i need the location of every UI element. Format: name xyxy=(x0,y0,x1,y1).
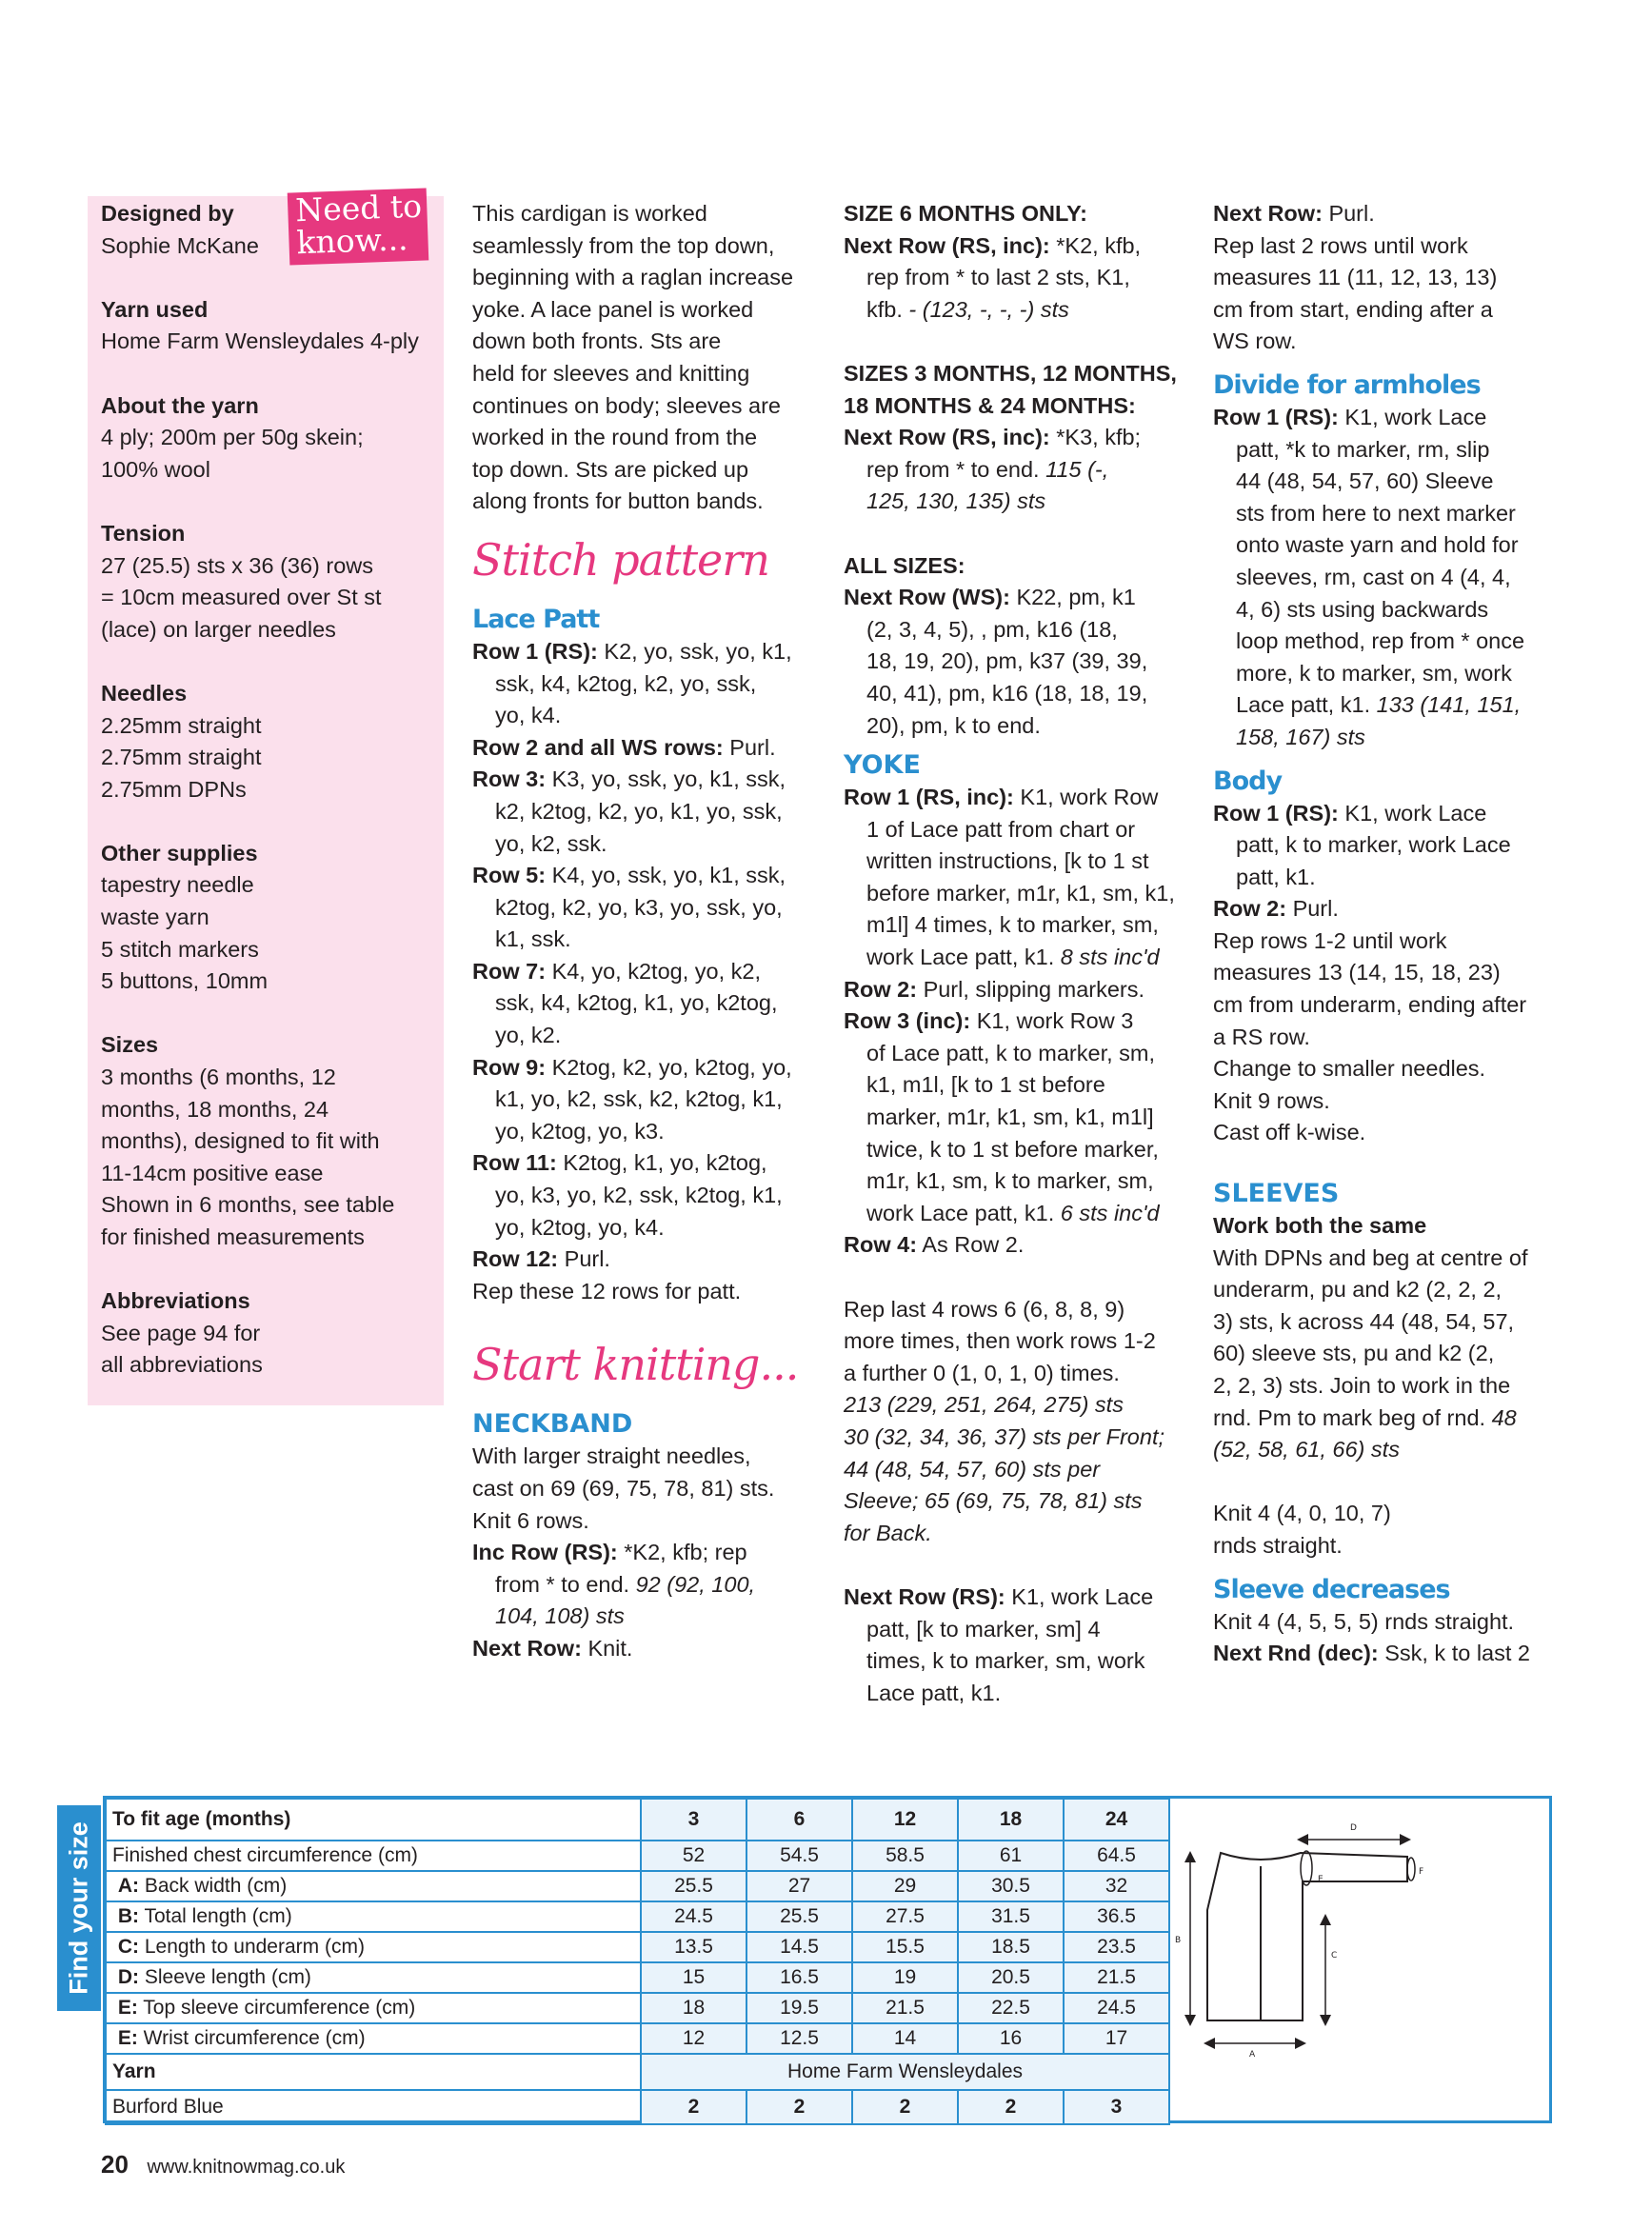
row-label: Row 2: xyxy=(844,976,918,1002)
table-cell: 23.5 xyxy=(1064,1932,1169,1962)
supplies-line: 5 buttons, 10mm xyxy=(101,968,269,994)
row-label: Row 5: xyxy=(472,863,547,888)
row-label: Next Row (RS, inc): xyxy=(844,232,1050,258)
needles-label: Needles xyxy=(101,680,188,706)
table-cell: 25.5 xyxy=(746,1901,852,1932)
table-cell: B: Total length (cm) xyxy=(106,1901,641,1932)
table-cell: 64.5 xyxy=(1064,1841,1169,1871)
table-cell: 17 xyxy=(1064,2023,1169,2054)
table-cell: 2 xyxy=(641,2090,746,2124)
size-heading: SIZE 6 MONTHS ONLY: xyxy=(844,201,1087,226)
table-cell: Home Farm Wensleydales xyxy=(641,2054,1169,2090)
table-header-cell: 24 xyxy=(1064,1799,1169,1841)
row-label: Row 12: xyxy=(472,1246,559,1272)
yoke-heading: YOKE xyxy=(844,750,921,781)
table-cell: 61 xyxy=(958,1841,1064,1871)
row-label: Next Row (RS): xyxy=(844,1583,1005,1609)
table-header-cell: 6 xyxy=(746,1799,852,1841)
table-cell: 12.5 xyxy=(746,2023,852,2054)
label-b: B xyxy=(1175,1936,1182,1945)
needles-line: 2.25mm straight xyxy=(101,712,262,738)
table-cell: 52 xyxy=(641,1841,746,1871)
schematic-arrows xyxy=(1190,1840,1405,2043)
work-both-note: Work both the same xyxy=(1213,1213,1427,1239)
table-cell: 3 xyxy=(1064,2090,1169,2124)
intro-line: worked in the round from the xyxy=(472,425,758,450)
table-row xyxy=(106,1901,1169,1932)
intro-line: beginning with a raglan increase xyxy=(472,265,794,290)
yarn-used-label: Yarn used xyxy=(101,296,209,322)
row-label: Row 1 (RS, inc): xyxy=(844,785,1014,810)
tension-line: = 10cm measured over St st xyxy=(101,585,382,610)
row-label: Row 2: xyxy=(1213,896,1287,922)
table-cell: 14 xyxy=(852,2023,958,2054)
supplies-label: Other supplies xyxy=(101,840,258,866)
table-cell: 54.5 xyxy=(746,1841,852,1871)
designed-label: Designed by xyxy=(101,201,234,226)
label-e: E xyxy=(1318,1875,1324,1884)
repeat-note: Rep these 12 rows for patt. xyxy=(472,1278,742,1304)
divide-armholes-heading: Divide for armholes xyxy=(1213,369,1481,400)
table-cell: 14.5 xyxy=(746,1932,852,1962)
sleeve-decreases-heading: Sleeve decreases xyxy=(1213,1574,1450,1604)
table-cell: 2 xyxy=(958,2090,1064,2124)
intro-line: yoke. A lace panel is worked xyxy=(472,296,754,322)
size-heading: 18 MONTHS & 24 MONTHS: xyxy=(844,392,1136,418)
supplies-line: tapestry needle xyxy=(101,872,254,898)
table-header-label: To fit age (months) xyxy=(106,1799,641,1841)
about-yarn-label: About the yarn xyxy=(101,392,259,418)
sizes-line: months, 18 months, 24 xyxy=(101,1096,329,1122)
table-header-cell: 18 xyxy=(958,1799,1064,1841)
row-label: Next Rnd (dec): xyxy=(1213,1641,1379,1666)
table-row xyxy=(106,1799,1169,1841)
table-cell: Burford Blue xyxy=(106,2090,641,2124)
table-cell: 16.5 xyxy=(746,1962,852,1993)
tension-label: Tension xyxy=(101,520,186,546)
table-row xyxy=(106,1932,1169,1962)
intro-line: seamlessly from the top down, xyxy=(472,232,775,258)
table-row xyxy=(106,2023,1169,2054)
table-cell: 2 xyxy=(852,2090,958,2124)
tension-line: 27 (25.5) sts x 36 (36) rows xyxy=(101,552,374,578)
find-your-size-tab: Find your size xyxy=(57,1805,101,2011)
top-sleeve-marker xyxy=(1301,1851,1312,1885)
table-cell: 30.5 xyxy=(958,1871,1064,1901)
lace-patt-heading: Lace Patt xyxy=(472,604,600,634)
table-cell: 29 xyxy=(852,1871,958,1901)
body-heading: Body xyxy=(1213,766,1283,796)
size-heading: SIZES 3 MONTHS, 12 MONTHS, xyxy=(844,360,1177,386)
sizes-line: Shown in 6 months, see table xyxy=(101,1192,395,1218)
neckband-heading: NECKBAND xyxy=(472,1409,633,1440)
sidebar-text xyxy=(101,198,425,1382)
table-cell: 22.5 xyxy=(958,1993,1064,2023)
table-cell: 24.5 xyxy=(641,1901,746,1932)
intro-line: down both fronts. Sts are xyxy=(472,328,722,354)
row-label: Row 1 (RS): xyxy=(472,638,598,664)
need-to-know-badge: Need to know... xyxy=(288,188,429,265)
table-row xyxy=(106,1871,1169,1901)
row-label: Row 7: xyxy=(472,958,547,984)
sizes-line: 3 months (6 months, 12 xyxy=(101,1065,336,1090)
table-cell: 21.5 xyxy=(1064,1962,1169,1993)
row-label: Row 4: xyxy=(844,1232,918,1258)
table-cell: 18 xyxy=(641,1993,746,2023)
table-row xyxy=(106,2090,1169,2124)
column-body-sleeves: Next Row: Purl. Rep last 2 rows until work measures 11 (11, 12, 13, 13) cm from start, ending after a WS row. Divide for armholes Row 1 (RS): K1, work Lace patt, *k to marker, rm, slip 44 (48, 54, 57, 60) Sleeve sts from here to next marker onto waste yarn and hold for sleeves, rm, cast on 4 (4, 4, 4, 6) sts using backwards loop method, rep from * once more, k to marker, sm, work Lace patt, k1. 133 (141, 151, 158, 167) sts Body Row 1 (RS): K1, work Lace patt, k to marker, work Lace patt, k1. Row 2: Purl. Rep rows 1-2 until work measures 13 (14, 15, 18, 23) cm from underarm, ending after a RS row. Change to smaller needles. Knit 9 rows. Cast off k-wise. SLEEVES Work both the same With DPNs and beg at centre of underarm, pu and k2 (2, 2, 2, 3) sts, k across 44 (48, 54, 57, 60) sleeve sts, pu and k2 (2, 2, 2, 3) sts. Join to work in the rnd. Pm to mark beg of rnd. 48 (52, 58, 61, 66) sts Knit 4 (4, 0, 10, 7) rnds straight. Sleeve decreases Knit 4 (4, 5, 5, 5) rnds straight. Next Rnd (dec): Ssk, k to last 2 xyxy=(1213,198,1575,1670)
footer-url: www.knitnowmag.co.uk xyxy=(147,2157,346,2178)
table-row xyxy=(106,1841,1169,1871)
sizes-line: for finished measurements xyxy=(101,1224,365,1249)
about-yarn-line: 4 ply; 200m per 50g skein; xyxy=(101,425,364,450)
table-cell: 16 xyxy=(958,2023,1064,2054)
table-cell: E: Top sleeve circumference (cm) xyxy=(106,1993,641,2023)
yarn-used: Home Farm Wensleydales 4-ply xyxy=(101,328,419,354)
sleeves-heading: SLEEVES xyxy=(1213,1179,1340,1209)
label-c: C xyxy=(1331,1951,1338,1960)
table-cell: 31.5 xyxy=(958,1901,1064,1932)
row-label: Next Row (WS): xyxy=(844,585,1010,610)
table-cell: 13.5 xyxy=(641,1932,746,1962)
designer-name: Sophie McKane xyxy=(101,232,259,258)
table-cell: 25.5 xyxy=(641,1871,746,1901)
table-cell: 2 xyxy=(746,2090,852,2124)
table-cell: 19 xyxy=(852,1962,958,1993)
intro-line: along fronts for button bands. xyxy=(472,488,764,514)
page-footer xyxy=(101,2150,345,2179)
row-label: Row 3: xyxy=(472,766,547,792)
table-cell: 19.5 xyxy=(746,1993,852,2023)
row-label: Next Row (RS, inc): xyxy=(844,425,1050,450)
intro-line: This cardigan is worked xyxy=(472,201,707,226)
table-cell: 58.5 xyxy=(852,1841,958,1871)
column-yoke: SIZE 6 MONTHS ONLY: Next Row (RS, inc): *K2, kfb, rep from * to last 2 sts, K1, kfb. - (123, -, -, -) sts SIZES 3 MONTHS, 12 MONTHS, 18 MONTHS & 24 MONTHS: Next Row (RS, inc): *K3, kfb; rep from * to end. 115 (-, 125, 130, 135) sts ALL SIZES: Next Row (WS): K22, pm, k1 (2, 3, 4, 5), , pm, k16 (18, 18, 19, 20), pm, k37 (39, 39, 40, 41), pm, k16 (18, 18, 19, 20), pm, k to end. YOKE Row 1 (RS, inc): K1, work Row 1 of Lace patt from chart or written instructions, [k to 1 st before marker, m1r, k1, sm, k1, m1l] 4 times, k to marker, sm, work Lace patt, k1. 8 sts inc'd Row 2: Purl, slipping markers. Row 3 (inc): K1, work Row 3 of Lace patt, k to marker, sm, k1, m1l, [k to 1 st before marker, m1r, k1, sm, k1, m1l] twice, k to 1 st before marker, m1r, k1, sm, k to marker, sm, work Lace patt, k1. 6 sts inc'd Row 4: As Row 2. Rep last 4 rows 6 (6, 8, 8, 9) more times, then work rows 1-2 a further 0 (1, 0, 1, 0) times. 213 (229, 251, 264, 275) sts 30 (32, 34, 36, 37) sts per Front; 44 (48, 54, 57, 60) sts per Sleeve; 65 (69, 75, 78, 81) sts for Back. Next Row (RS): K1, work Lace patt, [k to marker, sm] 4 times, k to marker, sm, work Lace patt, k1. xyxy=(844,198,1196,1709)
about-yarn-line: 100% wool xyxy=(101,456,210,482)
tension-line: (lace) on larger needles xyxy=(101,616,336,642)
row-label: Row 3 (inc): xyxy=(844,1008,971,1034)
table-header-cell: 12 xyxy=(852,1799,958,1841)
size-table xyxy=(105,1798,1170,2125)
row-label: Next Row: xyxy=(472,1635,582,1661)
needles-line: 2.75mm straight xyxy=(101,745,262,770)
supplies-line: waste yarn xyxy=(101,905,209,930)
row-label: Row 9: xyxy=(472,1054,547,1080)
table-cell: C: Length to underarm (cm) xyxy=(106,1932,641,1962)
row-label: Inc Row (RS): xyxy=(472,1540,618,1565)
sizes-label: Sizes xyxy=(101,1032,159,1058)
row-label: Next Row: xyxy=(1213,201,1323,226)
intro-line: top down. Sts are picked up xyxy=(472,456,749,482)
table-cell: 15.5 xyxy=(852,1932,958,1962)
intro-line: continues on body; sleeves are xyxy=(472,392,781,418)
abbrev-line: See page 94 for xyxy=(101,1320,261,1345)
row-label: Row 11: xyxy=(472,1150,557,1176)
table-cell: Finished chest circumference (cm) xyxy=(106,1841,641,1871)
column-intro: This cardigan is worked seamlessly from the top down, beginning with a raglan increase yoke. A lace panel is worked down both fronts. Sts are held for sleeves and knitting continues on body; sleeves are worked in the round from the top down. Sts are picked up along fronts for button bands. Stitch pattern Lace Patt Row 1 (RS): K2, yo, ssk, yo, k1, ssk, k4, k2tog, k2, yo, ssk, yo, k4. Row 2 and all WS rows: Purl. Row 3: K3, yo, ssk, yo, k1, ssk, k2, k2tog, k2, yo, k1, yo, ssk, yo, k2, ssk. Row 5: K4, yo, ssk, yo, k1, ssk, k2tog, k2, yo, k3, yo, ssk, yo, k1, ssk. Row 7: K4, yo, k2tog, yo, k2, ssk, k4, k2tog, k1, yo, k2tog, yo, k2. Row 9: K2tog, k2, yo, k2tog, yo, k1, yo, k2, ssk, k2, k2tog, k1, yo, k2tog, yo, k3. Row 11: K2tog, k1, yo, k2tog, yo, k3, yo, k2, ssk, k2tog, k1, yo, k2tog, yo, k4. Row 12: Purl. Rep these 12 rows for patt. Start knitting... NECKBAND With larger straight needles, cast on 69 (69, 75, 78, 81) sts. Knit 6 rows. Inc Row (RS): *K2, kfb; rep from * to end. 92 (92, 100, 104, 108) sts Next Row: Knit. xyxy=(472,198,825,1665)
table-row xyxy=(106,2054,1169,2090)
label-f: F xyxy=(1419,1867,1424,1877)
page-number: 20 xyxy=(101,2150,129,2179)
table-cell: 27.5 xyxy=(852,1901,958,1932)
intro-line: held for sleeves and knitting xyxy=(472,360,750,386)
needles-line: 2.75mm DPNs xyxy=(101,776,247,802)
table-row xyxy=(106,1993,1169,2023)
wrist-marker xyxy=(1407,1858,1415,1881)
start-knitting-heading: Start knitting... xyxy=(472,1339,799,1391)
row-label: Row 1 (RS): xyxy=(1213,800,1339,826)
table-row xyxy=(106,1962,1169,1993)
schematic-outline xyxy=(1207,1853,1407,2020)
table-cell: 27 xyxy=(746,1871,852,1901)
size-heading: ALL SIZES: xyxy=(844,552,965,578)
cardigan-schematic xyxy=(1162,1800,1547,2120)
table-cell: A: Back width (cm) xyxy=(106,1871,641,1901)
label-a: A xyxy=(1249,2050,1256,2060)
table-cell: 36.5 xyxy=(1064,1901,1169,1932)
supplies-line: 5 stitch markers xyxy=(101,936,259,962)
stitch-pattern-heading: Stitch pattern xyxy=(472,533,769,586)
table-cell: 20.5 xyxy=(958,1962,1064,1993)
table-cell: 12 xyxy=(641,2023,746,2054)
table-cell: 32 xyxy=(1064,1871,1169,1901)
table-header-cell: 3 xyxy=(641,1799,746,1841)
label-d: D xyxy=(1350,1823,1357,1833)
row-label: Row 1 (RS): xyxy=(1213,404,1339,429)
sizes-line: 11-14cm positive ease xyxy=(101,1160,324,1185)
table-cell: 24.5 xyxy=(1064,1993,1169,2023)
table-cell: 18.5 xyxy=(958,1932,1064,1962)
row-label: Row 2 and all WS rows: xyxy=(472,734,724,760)
table-cell: Yarn xyxy=(106,2054,641,2090)
table-cell: 15 xyxy=(641,1962,746,1993)
abbrev-label: Abbreviations xyxy=(101,1288,250,1314)
table-cell: E: Wrist circumference (cm) xyxy=(106,2023,641,2054)
sizes-line: months), designed to fit with xyxy=(101,1128,380,1154)
table-cell: 21.5 xyxy=(852,1993,958,2023)
table-cell: D: Sleeve length (cm) xyxy=(106,1962,641,1993)
abbrev-line: all abbreviations xyxy=(101,1352,263,1378)
